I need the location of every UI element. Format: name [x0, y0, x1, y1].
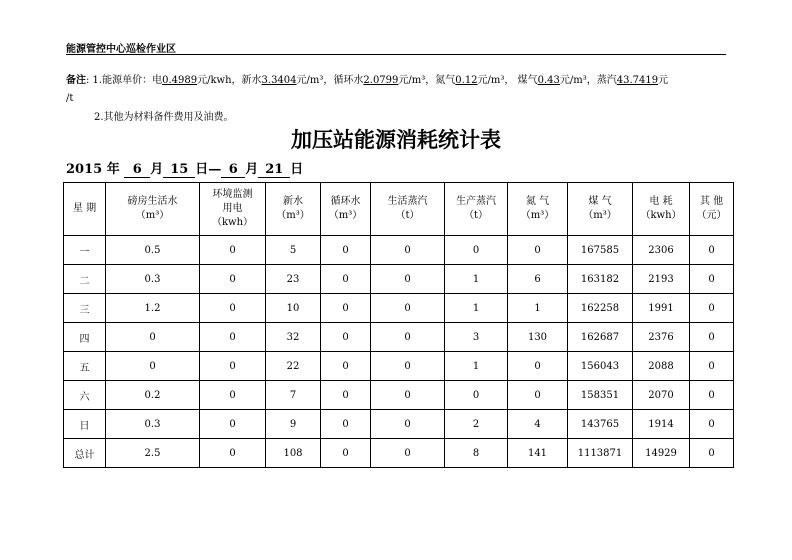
column-header: 生活蒸汽 （t）: [371, 183, 445, 236]
table-cell: 1: [445, 352, 508, 381]
column-header: 电 耗 （kwh）: [633, 183, 690, 236]
table-cell: 0: [445, 381, 508, 410]
month-label: 月: [150, 162, 164, 177]
table-cell: 9: [266, 410, 321, 439]
table-cell: 1.2: [106, 294, 200, 323]
table-cell: 0: [106, 323, 200, 352]
start-day: 15: [163, 162, 195, 178]
table-cell: 0: [690, 410, 734, 439]
table-cell: 0: [321, 236, 371, 265]
table-cell: 0: [371, 323, 445, 352]
table-cell: 0: [445, 236, 508, 265]
table-cell: 0: [321, 265, 371, 294]
row-label: 总计: [64, 439, 106, 468]
table-cell: 141: [508, 439, 568, 468]
note-text: : 1.能源单价：电: [86, 75, 163, 86]
table-cell: 7: [266, 381, 321, 410]
table-cell: 0: [690, 352, 734, 381]
table-cell: 1113871: [568, 439, 633, 468]
column-header: 氮 气 （m³）: [508, 183, 568, 236]
table-cell: 1: [445, 294, 508, 323]
table-cell: 3: [445, 323, 508, 352]
table-cell: 1991: [633, 294, 690, 323]
row-label: 四: [64, 323, 106, 352]
note-text: 元/m³，氮气: [398, 75, 456, 86]
circ-water-price: 2.0799: [363, 75, 399, 86]
table-cell: 0: [371, 439, 445, 468]
energy-consumption-table: [63, 182, 734, 468]
table-cell: 2: [445, 410, 508, 439]
table-cell: 0: [321, 381, 371, 410]
row-label: 日: [64, 410, 106, 439]
table-cell: 167585: [568, 236, 633, 265]
table-cell: 0.3: [106, 410, 200, 439]
day-label: 日: [290, 162, 304, 177]
table-cell: 0: [690, 294, 734, 323]
table-cell: 1914: [633, 410, 690, 439]
end-day: 21: [258, 162, 290, 178]
end-month: 6: [221, 162, 245, 178]
note-text: 元/kwh，新水: [197, 75, 262, 86]
table-cell: 0: [200, 294, 266, 323]
table-cell: 2306: [633, 236, 690, 265]
table-cell: 0: [690, 323, 734, 352]
table-cell: 0.2: [106, 381, 200, 410]
table-cell: 163182: [568, 265, 633, 294]
table-cell: 0: [508, 236, 568, 265]
row-label: 一: [64, 236, 106, 265]
table-cell: 2376: [633, 323, 690, 352]
column-header: 生产蒸汽 （t）: [445, 183, 508, 236]
table-cell: 0.5: [106, 236, 200, 265]
column-header: 星 期: [64, 183, 106, 236]
table-row: [64, 323, 734, 352]
table-cell: 158351: [568, 381, 633, 410]
table-cell: 32: [266, 323, 321, 352]
page-title: 加压站能源消耗统计表: [291, 128, 501, 152]
row-label: 六: [64, 381, 106, 410]
table-cell: 0: [200, 381, 266, 410]
date-range: [66, 158, 303, 178]
column-header: 新水 （m³）: [266, 183, 321, 236]
table-cell: 0: [371, 381, 445, 410]
table-cell: 0: [200, 352, 266, 381]
table-cell: 4: [508, 410, 568, 439]
row-label: 三: [64, 294, 106, 323]
table-cell: 0: [371, 410, 445, 439]
table-header-row: [64, 183, 734, 236]
note-unit-prices: [66, 72, 730, 108]
column-header: 其 他 （元）: [690, 183, 734, 236]
table-cell: 0: [508, 381, 568, 410]
year-label: 2015 年: [66, 162, 120, 177]
row-label: 二: [64, 265, 106, 294]
table-cell: 14929: [633, 439, 690, 468]
table-cell: 162258: [568, 294, 633, 323]
table-cell: 23: [266, 265, 321, 294]
table-row: [64, 265, 734, 294]
table-cell: 5: [266, 236, 321, 265]
table-cell: 0: [200, 439, 266, 468]
table-cell: 8: [445, 439, 508, 468]
department-header: 能源管控中心巡检作业区: [66, 44, 176, 55]
table-cell: 0: [371, 294, 445, 323]
start-month: 6: [124, 162, 150, 178]
table-row: [64, 439, 734, 468]
table-cell: 130: [508, 323, 568, 352]
table-row: [64, 381, 734, 410]
table-row: [64, 236, 734, 265]
header-divider: [66, 54, 726, 55]
table-cell: 143765: [568, 410, 633, 439]
table-row: [64, 294, 734, 323]
table-cell: 0: [371, 265, 445, 294]
table-cell: 162687: [568, 323, 633, 352]
table-cell: 0: [200, 323, 266, 352]
table-row: [64, 410, 734, 439]
table-cell: 1: [508, 294, 568, 323]
table-cell: 2070: [633, 381, 690, 410]
elec-price: 0.4989: [162, 75, 198, 86]
table-cell: 1: [445, 265, 508, 294]
table-cell: 156043: [568, 352, 633, 381]
table-body: [64, 236, 734, 468]
table-cell: 0: [200, 410, 266, 439]
table-cell: 2088: [633, 352, 690, 381]
table-cell: 0.3: [106, 265, 200, 294]
column-header: 循环水 （m³）: [321, 183, 371, 236]
column-header: 磅房生活水 （m³）: [106, 183, 200, 236]
table-cell: 22: [266, 352, 321, 381]
table-cell: 0: [200, 265, 266, 294]
table-cell: 0: [106, 352, 200, 381]
table-cell: 0: [321, 352, 371, 381]
table-cell: 0: [321, 410, 371, 439]
day-label: 日—: [195, 162, 222, 177]
note-text: /t: [66, 93, 74, 104]
steam-price: 43.7419: [616, 75, 659, 86]
table-cell: 2.5: [106, 439, 200, 468]
note-other-costs: 2.其他为材料备件费用及油费。: [94, 112, 234, 123]
table-row: [64, 352, 734, 381]
table-cell: 0: [200, 236, 266, 265]
table-cell: 108: [266, 439, 321, 468]
table-cell: 0: [321, 294, 371, 323]
nitrogen-price: 0.12: [455, 75, 478, 86]
table-cell: 6: [508, 265, 568, 294]
column-header: 环境监测 用电 （kwh）: [200, 183, 266, 236]
note-text: 元/m³，蒸汽: [559, 75, 617, 86]
table-cell: 0: [321, 439, 371, 468]
table-cell: 0: [690, 381, 734, 410]
table-cell: 0: [690, 439, 734, 468]
note-text: 元/m³， 煤气: [477, 75, 538, 86]
row-label: 五: [64, 352, 106, 381]
table-cell: 0: [371, 236, 445, 265]
water-price: 3.3404: [261, 75, 297, 86]
note-text: 元/m³，循环水: [296, 75, 364, 86]
note-text: 元: [658, 75, 669, 86]
table-cell: 0: [690, 265, 734, 294]
table-cell: 2193: [633, 265, 690, 294]
table-cell: 0: [690, 236, 734, 265]
table-cell: 0: [371, 352, 445, 381]
note-label: 备注: [66, 75, 86, 86]
column-header: 煤 气 （m³）: [568, 183, 633, 236]
month-label: 月: [245, 162, 259, 177]
table-cell: 10: [266, 294, 321, 323]
table-cell: 0: [321, 323, 371, 352]
table-cell: 0: [508, 352, 568, 381]
gas-price: 0.43: [537, 75, 560, 86]
